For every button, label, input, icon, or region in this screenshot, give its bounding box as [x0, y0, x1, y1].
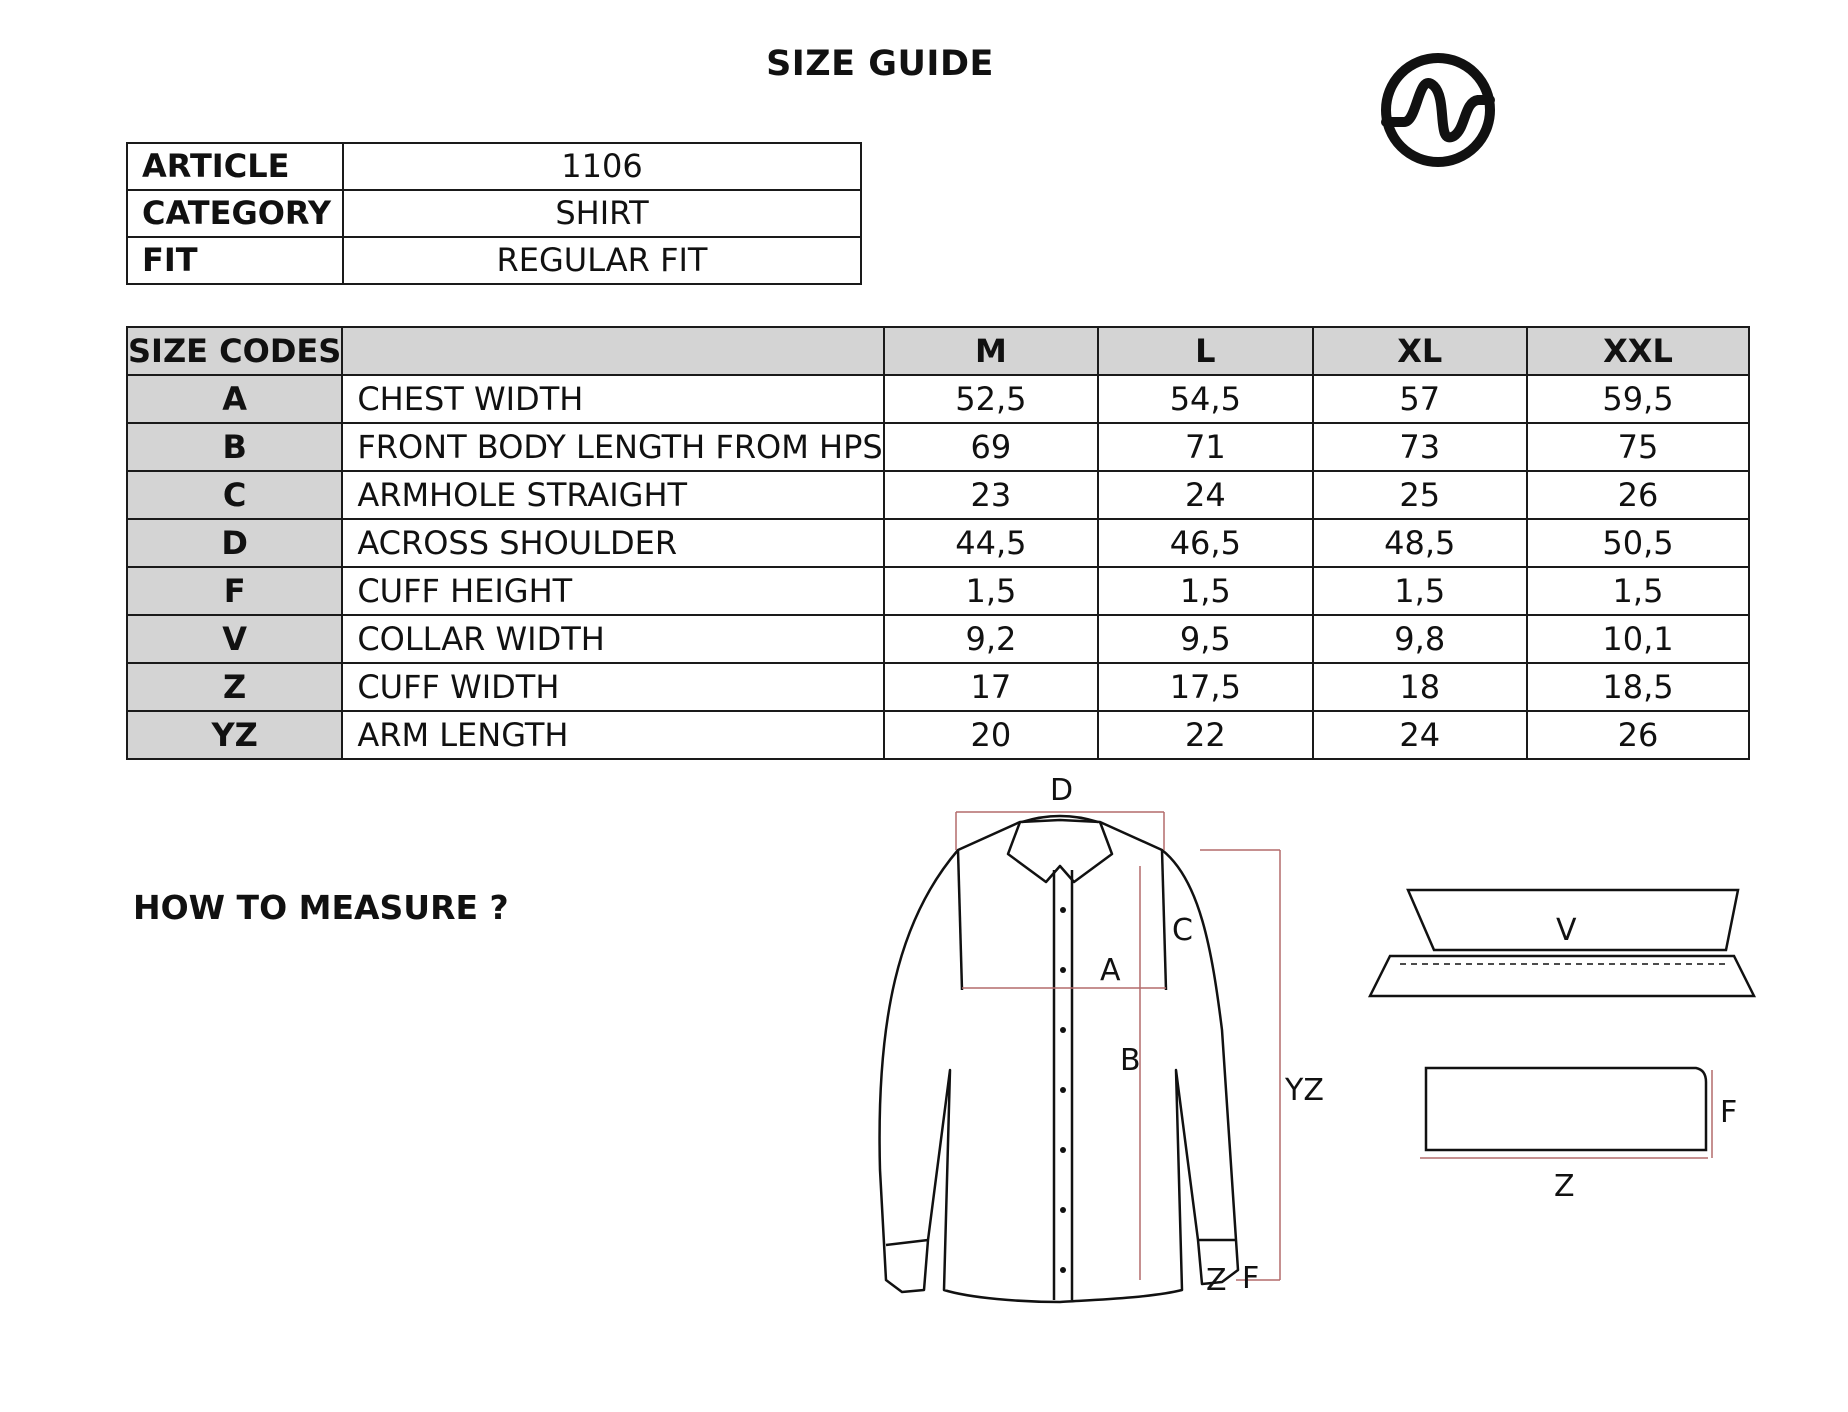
measure-lines — [956, 812, 1280, 1280]
label-b: B — [1120, 1043, 1141, 1078]
info-row-fit — [127, 237, 861, 284]
table-row — [127, 711, 1749, 759]
row-code: YZ — [127, 711, 342, 759]
info-value: 1106 — [343, 143, 861, 190]
row-description: ACROSS SHOULDER — [342, 519, 883, 567]
cell-value: 9,8 — [1313, 615, 1527, 663]
table-row — [127, 567, 1749, 615]
cell-value: 20 — [884, 711, 1098, 759]
cell-value: 9,2 — [884, 615, 1098, 663]
cell-value: 26 — [1527, 471, 1749, 519]
label-z: Z — [1206, 1263, 1227, 1298]
shirt-buttons — [1060, 907, 1066, 1273]
label-f: F — [1242, 1261, 1260, 1296]
cell-value: 48,5 — [1313, 519, 1527, 567]
cell-value: 52,5 — [884, 375, 1098, 423]
cell-value: 9,5 — [1098, 615, 1312, 663]
row-description: CUFF WIDTH — [342, 663, 883, 711]
table-row — [127, 375, 1749, 423]
cell-value: 59,5 — [1527, 375, 1749, 423]
measurement-diagram — [850, 770, 1770, 1330]
cell-value: 73 — [1313, 423, 1527, 471]
cell-value: 18,5 — [1527, 663, 1749, 711]
table-row — [127, 663, 1749, 711]
cell-value: 18 — [1313, 663, 1527, 711]
header-size-xxl: XXL — [1527, 327, 1749, 375]
cell-value: 10,1 — [1527, 615, 1749, 663]
header-size-l: L — [1098, 327, 1312, 375]
page-title: SIZE GUIDE — [766, 44, 994, 84]
cell-value: 54,5 — [1098, 375, 1312, 423]
info-label: CATEGORY — [127, 190, 343, 237]
label-cuff-z: Z — [1554, 1169, 1575, 1204]
cell-value: 23 — [884, 471, 1098, 519]
table-row — [127, 519, 1749, 567]
cell-value: 17,5 — [1098, 663, 1312, 711]
info-row-category — [127, 190, 861, 237]
info-label: FIT — [127, 237, 343, 284]
row-code: C — [127, 471, 342, 519]
cuff-illustration — [1426, 1068, 1706, 1150]
size-table — [126, 326, 1750, 760]
cell-value: 44,5 — [884, 519, 1098, 567]
row-description: ARMHOLE STRAIGHT — [342, 471, 883, 519]
article-info-table — [126, 142, 862, 285]
cell-value: 1,5 — [1527, 567, 1749, 615]
label-yz: YZ — [1285, 1073, 1324, 1108]
table-row — [127, 615, 1749, 663]
table-row — [127, 423, 1749, 471]
info-value: SHIRT — [343, 190, 861, 237]
cell-value: 1,5 — [884, 567, 1098, 615]
info-label: ARTICLE — [127, 143, 343, 190]
row-code: Z — [127, 663, 342, 711]
cell-value: 24 — [1098, 471, 1312, 519]
label-a: A — [1100, 953, 1121, 988]
row-description: CUFF HEIGHT — [342, 567, 883, 615]
row-code: F — [127, 567, 342, 615]
header-size-codes: SIZE CODES — [127, 327, 342, 375]
cell-value: 50,5 — [1527, 519, 1749, 567]
header-description — [342, 327, 883, 375]
header-size-xl: XL — [1313, 327, 1527, 375]
info-value: REGULAR FIT — [343, 237, 861, 284]
row-description: COLLAR WIDTH — [342, 615, 883, 663]
size-table-header — [127, 327, 1749, 375]
row-description: FRONT BODY LENGTH FROM HPS — [342, 423, 883, 471]
cell-value: 69 — [884, 423, 1098, 471]
table-row — [127, 471, 1749, 519]
cell-value: 57 — [1313, 375, 1527, 423]
label-v: V — [1556, 913, 1577, 948]
shirt-illustration — [880, 816, 1238, 1302]
cell-value: 1,5 — [1313, 567, 1527, 615]
row-code: V — [127, 615, 342, 663]
label-cuff-f: F — [1720, 1095, 1738, 1130]
cuff-measure-lines — [1420, 1070, 1712, 1158]
cell-value: 26 — [1527, 711, 1749, 759]
cell-value: 1,5 — [1098, 567, 1312, 615]
cell-value: 46,5 — [1098, 519, 1312, 567]
how-to-measure-heading: HOW TO MEASURE ? — [133, 888, 509, 927]
brand-logo — [1378, 50, 1498, 170]
row-description: ARM LENGTH — [342, 711, 883, 759]
label-d: D — [1050, 773, 1074, 808]
cell-value: 22 — [1098, 711, 1312, 759]
header-size-m: M — [884, 327, 1098, 375]
row-description: CHEST WIDTH — [342, 375, 883, 423]
row-code: D — [127, 519, 342, 567]
info-row-article — [127, 143, 861, 190]
cell-value: 24 — [1313, 711, 1527, 759]
cell-value: 25 — [1313, 471, 1527, 519]
label-c: C — [1172, 913, 1193, 948]
cell-value: 71 — [1098, 423, 1312, 471]
row-code: B — [127, 423, 342, 471]
cell-value: 75 — [1527, 423, 1749, 471]
cell-value: 17 — [884, 663, 1098, 711]
row-code: A — [127, 375, 342, 423]
